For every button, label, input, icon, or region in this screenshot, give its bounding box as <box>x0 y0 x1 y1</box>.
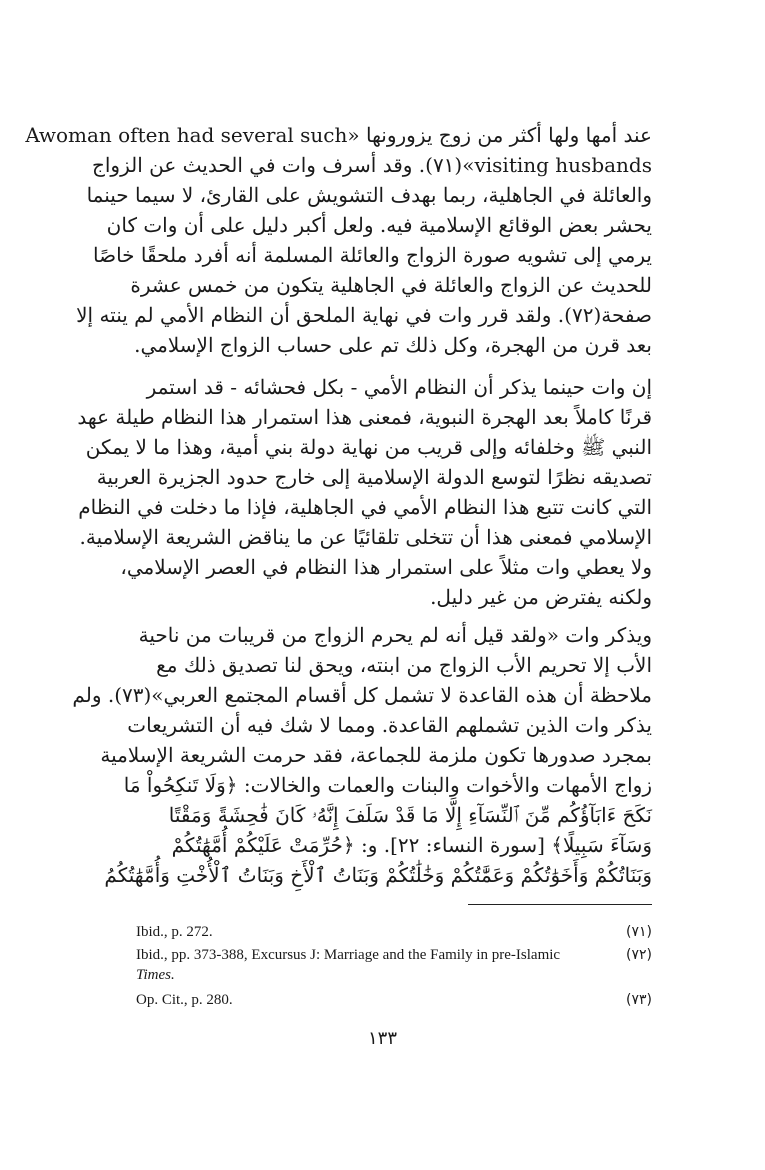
text-line: الأب إلا تحريم الأب الزواج من ابنته، ويحق لنا تصديق ذلك مع <box>156 653 652 677</box>
footnote-number: (٧٣) <box>626 992 652 1008</box>
text-line: يذكر وات الذين تشملهم القاعدة. ومما لا شك فيه أن التشريعات <box>127 713 652 737</box>
text-line: الإسلامي فمعنى هذا أن تتخلى تلقائيًا عن ما يناقض الشريعة الإسلامية. <box>79 525 652 549</box>
text-line: قرنًا كاملاً بعد الهجرة النبوية، فمعنى هذا استمرار هذا النظام طيلة عهد <box>77 405 652 429</box>
footnote-71 <box>136 922 652 942</box>
text-line: بمجرد صدورها تكون ملزمة للجماعة، فقد حرمت الشريعة الإسلامية <box>100 743 652 767</box>
quran-verse-line: وَسَآءَ سَبِيلًا﴾ [سورة النساء: ٢٢]. و: ﴿حُرِّمَتْ عَلَيْكُمْ أُمَّهَٰتُكُمْ <box>171 833 652 857</box>
text-line: يرمي إلى تشويه صورة الزواج والعائلة المسلمة أنه أفرد ملحقًا خاصًا <box>93 243 652 267</box>
quran-verse-line: وَبَنَاتُكُمْ وَأَخَوَٰتُكُمْ وَعَمَّٰتُكُمْ وَخَٰلَٰتُكُمْ وَبَنَاتُ ٱلْأَخِ وَبَنَاتُ ٱلْأُخْتِ وَأُمَّهَٰتُكُمُ <box>104 863 652 887</box>
quran-verse-line: نَكَحَ ءَابَآؤُكُم مِّنَ ٱلنِّسَآءِ إِلَّا مَا قَدْ سَلَفَ إِنَّهُۥ كَانَ فَٰحِشَةً وَمَقْتًا <box>168 803 652 827</box>
text-line: والعائلة في الجاهلية، ربما بهدف التشويش على القارئ، لا سيما حينما <box>86 183 652 207</box>
footnote-text: Ibid., pp. 373-388, Excursus J: Marriage and the Family in pre-Islamic <box>136 947 561 963</box>
text-line: visiting husbands»(٧١). وقد أسرف وات في الحديث عن الزواج <box>91 153 652 177</box>
footnote-separator <box>468 904 652 905</box>
paragraph-3 <box>72 620 652 890</box>
text-line: النبي ﷺ وخلفائه وإلى قريب من نهاية دولة بني أمية، وهذا ما لا يمكن <box>85 435 652 459</box>
text-line: بعد قرن من الهجرة، وكل ذلك تم على حساب الزواج الإسلامي. <box>134 333 652 357</box>
footnote-text: Op. Cit., p. 280. <box>136 992 233 1008</box>
text-line: ويذكر وات «ولقد قيل أنه لم يحرم الزواج من قريبات من ناحية <box>138 623 652 647</box>
text-line: إن وات حينما يذكر أن النظام الأمي - بكل فحشائه - قد استمر <box>146 375 652 399</box>
text-line: تصديقه نظرًا لتوسع الدولة الإسلامية إلى خارج حدود الجزيرة العربية <box>96 465 652 489</box>
text-line: زواج الأمهات والأخوات والبنات والعمات والخالات: ﴿وَلَا تَنكِحُواْ مَا <box>123 773 652 797</box>
footnote-number: (٧٢) <box>626 947 652 963</box>
text-line: يحشر بعض الوقائع الإسلامية فيه. ولعل أكبر دليل على أن وات كان <box>106 213 652 237</box>
footnote-text: Ibid., p. 272. <box>136 924 213 940</box>
text-line: ولكنه يفترض من غير دليل. <box>430 585 652 609</box>
paragraph-2 <box>77 372 652 612</box>
text-line: عند أمها ولها أكثر من زوج يزورونها «Awoman often had several such <box>25 123 652 147</box>
text-line: صفحة(٧٢). ولقد قرر وات في نهاية الملحق أن النظام الأمي لم ينته إلا <box>76 303 652 327</box>
text-line: التي كانت تتبع هذا النظام الأمي في الجاهلية، فإذا ما دخلت في النظام <box>78 495 652 519</box>
text-line: ولا يعطي وات مثلاً على استمرار هذا النظام في العصر الإسلامي، <box>120 555 652 579</box>
paragraph-1 <box>25 120 652 360</box>
text-line: ملاحظة أن هذه القاعدة لا تشمل كل أقسام المجتمع العربي»(٧٣). ولم <box>72 683 652 707</box>
text-line: للحديث عن الزواج والعائلة في الجاهلية يتكون من خمس عشرة <box>130 273 652 297</box>
footnote-72 <box>136 945 652 985</box>
page-number: ١٣٣ <box>367 1028 397 1049</box>
footnote-number: (٧١) <box>626 924 652 940</box>
footnote-73 <box>136 990 652 1010</box>
footnote-text-continued: Times. <box>136 967 175 983</box>
